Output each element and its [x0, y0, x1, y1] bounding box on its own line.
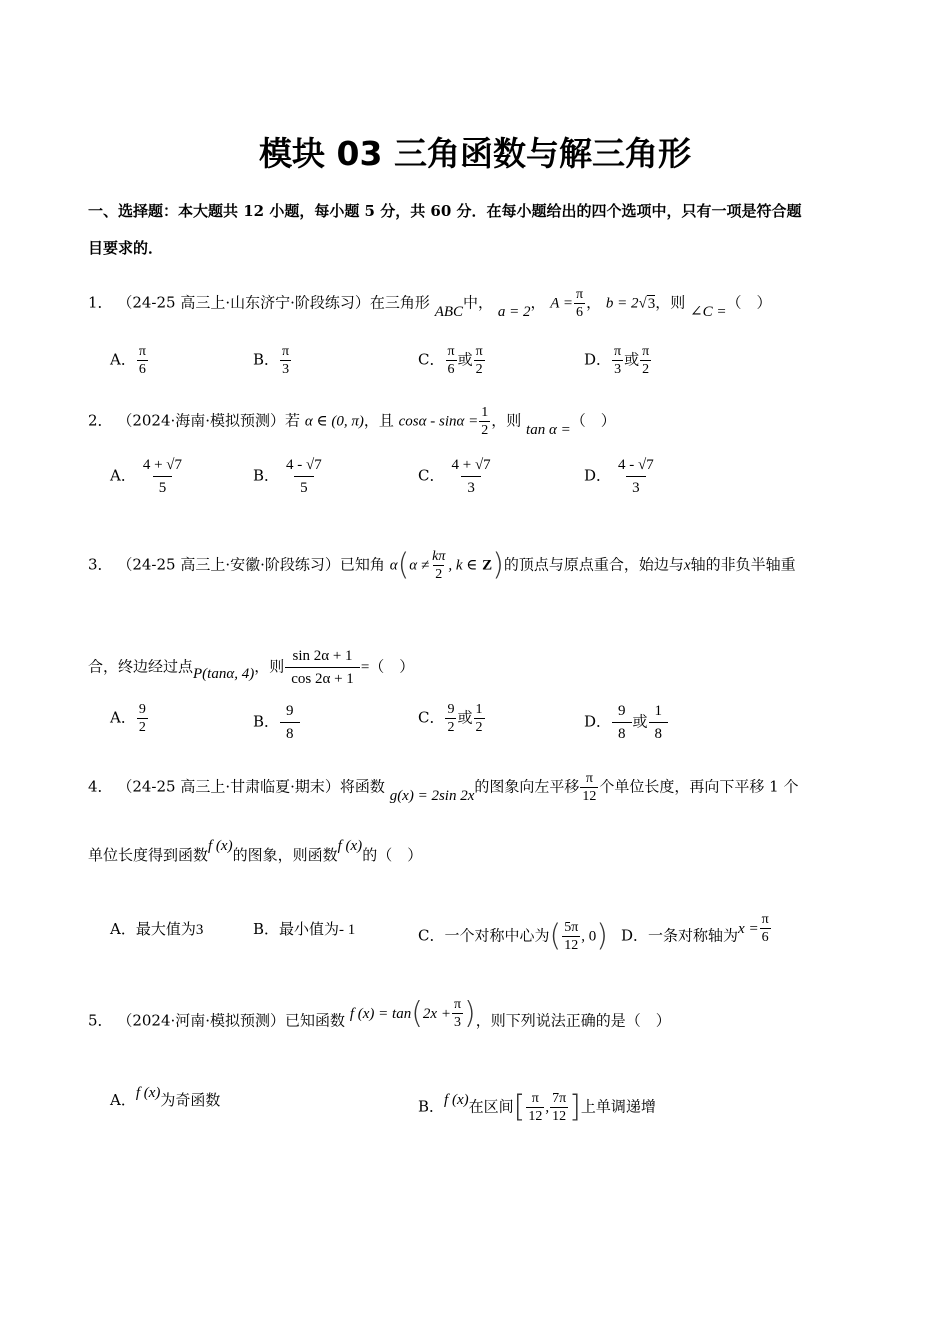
math-expr: f (x) = tan	[349, 1005, 412, 1022]
option-4a: A．最大值为3	[110, 920, 204, 938]
option-1b: B． $\frac{\pi}{3}$	[253, 344, 290, 377]
option-4d: D．一条对称轴为x = $\frac{\pi}{6}$	[621, 912, 769, 945]
section-header-line-1: 一、选择题：本大题共 12 小题，每小题 5 分，共 60 分．在每小题给出的四个选项中，只有一项是符合题	[88, 202, 802, 220]
math-expr: b = 2	[605, 295, 639, 312]
question-number: 2．	[88, 411, 113, 430]
question-source: （2024·河南·模拟预测）	[117, 1011, 286, 1030]
option-4c: C．一个对称中心为( $\frac{5\pi}{12}$ , 0)	[418, 918, 609, 954]
option-4b: B．最小值为- 1	[253, 920, 356, 938]
math-expr: α ≠	[409, 557, 430, 574]
option-3a: A． $\frac{9}{2}$	[110, 702, 146, 735]
math-expr: α ∈ (0, π)	[304, 413, 364, 430]
option-2d: D． $\frac{4 - √7}{3}$	[584, 457, 654, 496]
option-3c: C． $\frac{9}{2}$ 或 $\frac{1}{2}$	[418, 702, 483, 735]
option-3b: B． $\frac{9}{8}$	[253, 701, 301, 744]
option-2b: B． $\frac{4 - √7}{5}$	[253, 457, 322, 496]
math-expr: P(tanα, 4)	[193, 665, 255, 682]
option-2a: A． $\frac{4 + √7}{5}$	[110, 457, 183, 496]
option-5a: A．f (x)为奇函数	[110, 1085, 221, 1109]
option-1a: A． $\frac{\pi}{6}$	[110, 344, 146, 377]
section-header-line-2: 目要求的．	[88, 239, 164, 257]
math-expr: ∠C =	[690, 303, 727, 320]
question-2-stem: 2． （2024·海南·模拟预测）若 α ∈ (0, π)，且 cosα - sinα = $\frac{1}{2}$ ，则 tan α =（ ）	[88, 405, 616, 438]
option-3d: D． $\frac{9}{8}$ 或 $\frac{1}{8}$	[584, 701, 669, 744]
option-1c: C． $\frac{\pi}{6}$ 或 $\frac{\pi}{2}$	[418, 344, 483, 377]
question-source: （24-25 高三上·安徽·阶段练习）	[117, 555, 340, 574]
question-4-stem-line-1: 4． （24-25 高三上·甘肃临夏·期末）将函数 g(x) = 2sin 2x的图象向左平移 $\frac{\pi}{12}$ 个单位长度，再向下平移 1 个	[88, 771, 799, 804]
math-expr: f (x)	[208, 838, 233, 854]
math-expr: a = 2	[497, 303, 531, 320]
question-number: 5．	[88, 1011, 113, 1030]
question-number: 4．	[88, 777, 113, 796]
math-expr: cosα - sinα =	[398, 413, 479, 430]
question-source: （24-25 高三上·甘肃临夏·期末）	[117, 777, 340, 796]
question-source: （24-25 高三上·山东济宁·阶段练习）	[117, 293, 370, 312]
question-3-stem-line-1: 3． （24-25 高三上·安徽·阶段练习）已知角 α(α ≠ $\frac{k\pi}{2}$ , k ∈ Z)的顶点与原点重合，始边与x轴的非负半轴重	[88, 547, 796, 583]
question-1-stem: 1． （24-25 高三上·山东济宁·阶段练习）在三角形 ABC中， a = 2， A = $\frac{\pi}{6}$ ， b = 2√3，则 ∠C =（ ）	[88, 287, 772, 320]
math-fraction: $\frac{1}{2}$	[481, 405, 489, 438]
question-5-stem: 5． （2024·河南·模拟预测）已知函数 f (x) = tan(2x + $\frac{\pi}{3}$ )，则下列说法正确的是（ ）	[88, 995, 671, 1031]
option-2c: C． $\frac{4 + √7}{3}$	[418, 457, 491, 496]
math-expr: A =	[550, 295, 574, 312]
math-fraction: $\frac{\pi}{12}$	[582, 771, 597, 804]
math-fraction: $\frac{\sin 2\alpha + 1}{\cos 2\alpha + 1}$	[285, 646, 360, 689]
math-expr: g(x) = 2sin 2x	[389, 787, 475, 804]
math-expr: α	[389, 557, 398, 574]
question-number: 1．	[88, 293, 113, 312]
math-expr: tan α =	[526, 421, 571, 438]
math-fraction: $\frac{\pi}{3}$	[453, 997, 462, 1030]
math-expr: x	[683, 557, 691, 574]
math-expr: f (x)	[337, 838, 363, 854]
math-fraction: $\frac{\pi}{6}$	[576, 287, 584, 320]
page-title: 模块 03 三角函数与解三角形	[259, 134, 691, 173]
question-3-stem-line-2: 合，终边经过点P(tanα, 4)，则 $\frac{\sin 2\alpha + 1}{\cos 2\alpha + 1}$ =（ ）	[88, 648, 415, 687]
question-source: （2024·海南·模拟预测）	[117, 411, 286, 430]
math-fraction: $\frac{k\pi}{2}$	[432, 549, 446, 582]
option-5b: B．f (x)在区间[ $\frac{\pi}{12}$ , $\frac{7\pi}{12}$ ]上单调递增	[418, 1089, 656, 1125]
option-1d: D． $\frac{\pi}{3}$ 或 $\frac{\pi}{2}$	[584, 344, 650, 377]
math-expr: ABC	[434, 303, 464, 320]
question-number: 3．	[88, 555, 113, 574]
question-4-stem-line-2: 单位长度得到函数f (x)的图象，则函数f (x)的（ ）	[88, 838, 423, 864]
